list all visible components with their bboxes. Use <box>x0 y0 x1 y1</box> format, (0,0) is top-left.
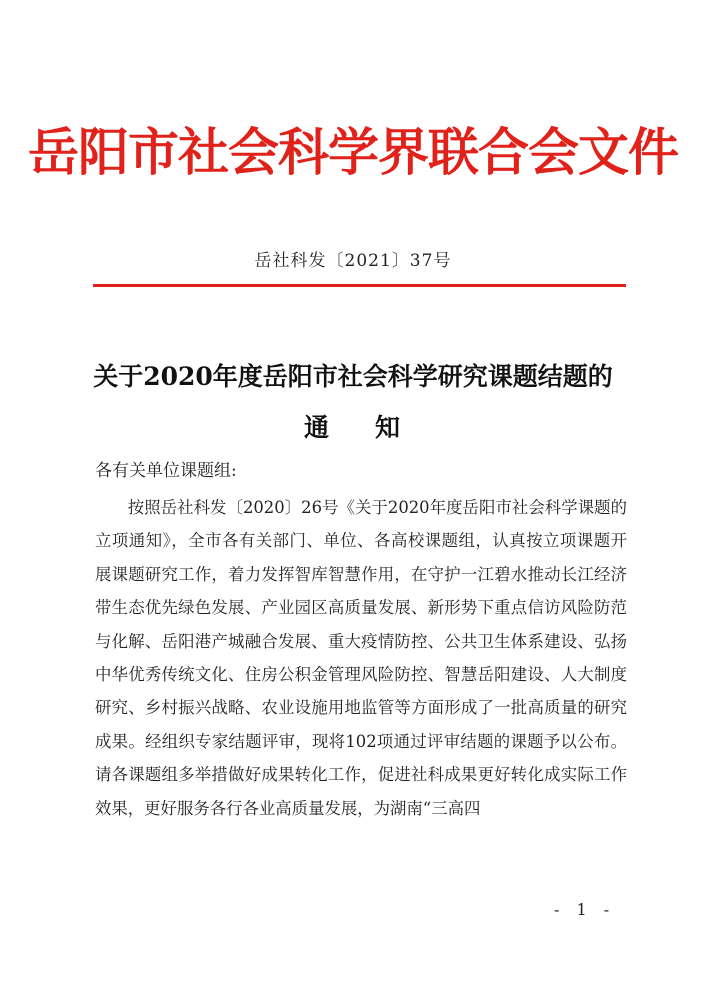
notice-title-line2 <box>0 408 706 444</box>
red-divider-line <box>93 284 626 287</box>
salutation: 各有关单位课题组: <box>95 461 237 481</box>
notice-title-char-2: 知 <box>375 413 403 442</box>
body-paragraph: 按照岳社科发〔2020〕26号《关于2020年度岳阳市社会科学课题的立项通知》，全市各有关部门、单位、各高校课题组，认真按立项课题开展课题研究工作，着力发挥智库智慧作用，在守护一江碧水推动长江经济带生态优先绿色发展、产业园区高质量发展、新形势下重点信访风险防范与化解、岳阳港产城融合发展、重大疫情防控、公共卫生体系建设、弘扬中华优秀传统文化、住房公积金管理风险防控、智慧岳阳建设、人大制度研究、乡村振兴战略、农业设施用地监管等方面形成了一批高质量的研究成果。经组织专家结题评审，现将102项通过评审结题的课题予以公布。请各课题组多举措做好成果转化工作，促进社科成果更好转化成实际工作效果，更好服务各行各业高质量发展，为湖南“三高四 <box>95 498 627 818</box>
notice-title-line1: 关于2020年度岳阳市社会科学研究课题结题的 <box>93 362 613 391</box>
notice-title-char-1: 通 <box>303 413 331 442</box>
masthead-title: 岳阳市社会科学界联合会文件 <box>27 124 678 183</box>
page-number: - 1 - <box>554 900 616 919</box>
document-number: 岳社科发〔2021〕37号 <box>254 251 452 271</box>
